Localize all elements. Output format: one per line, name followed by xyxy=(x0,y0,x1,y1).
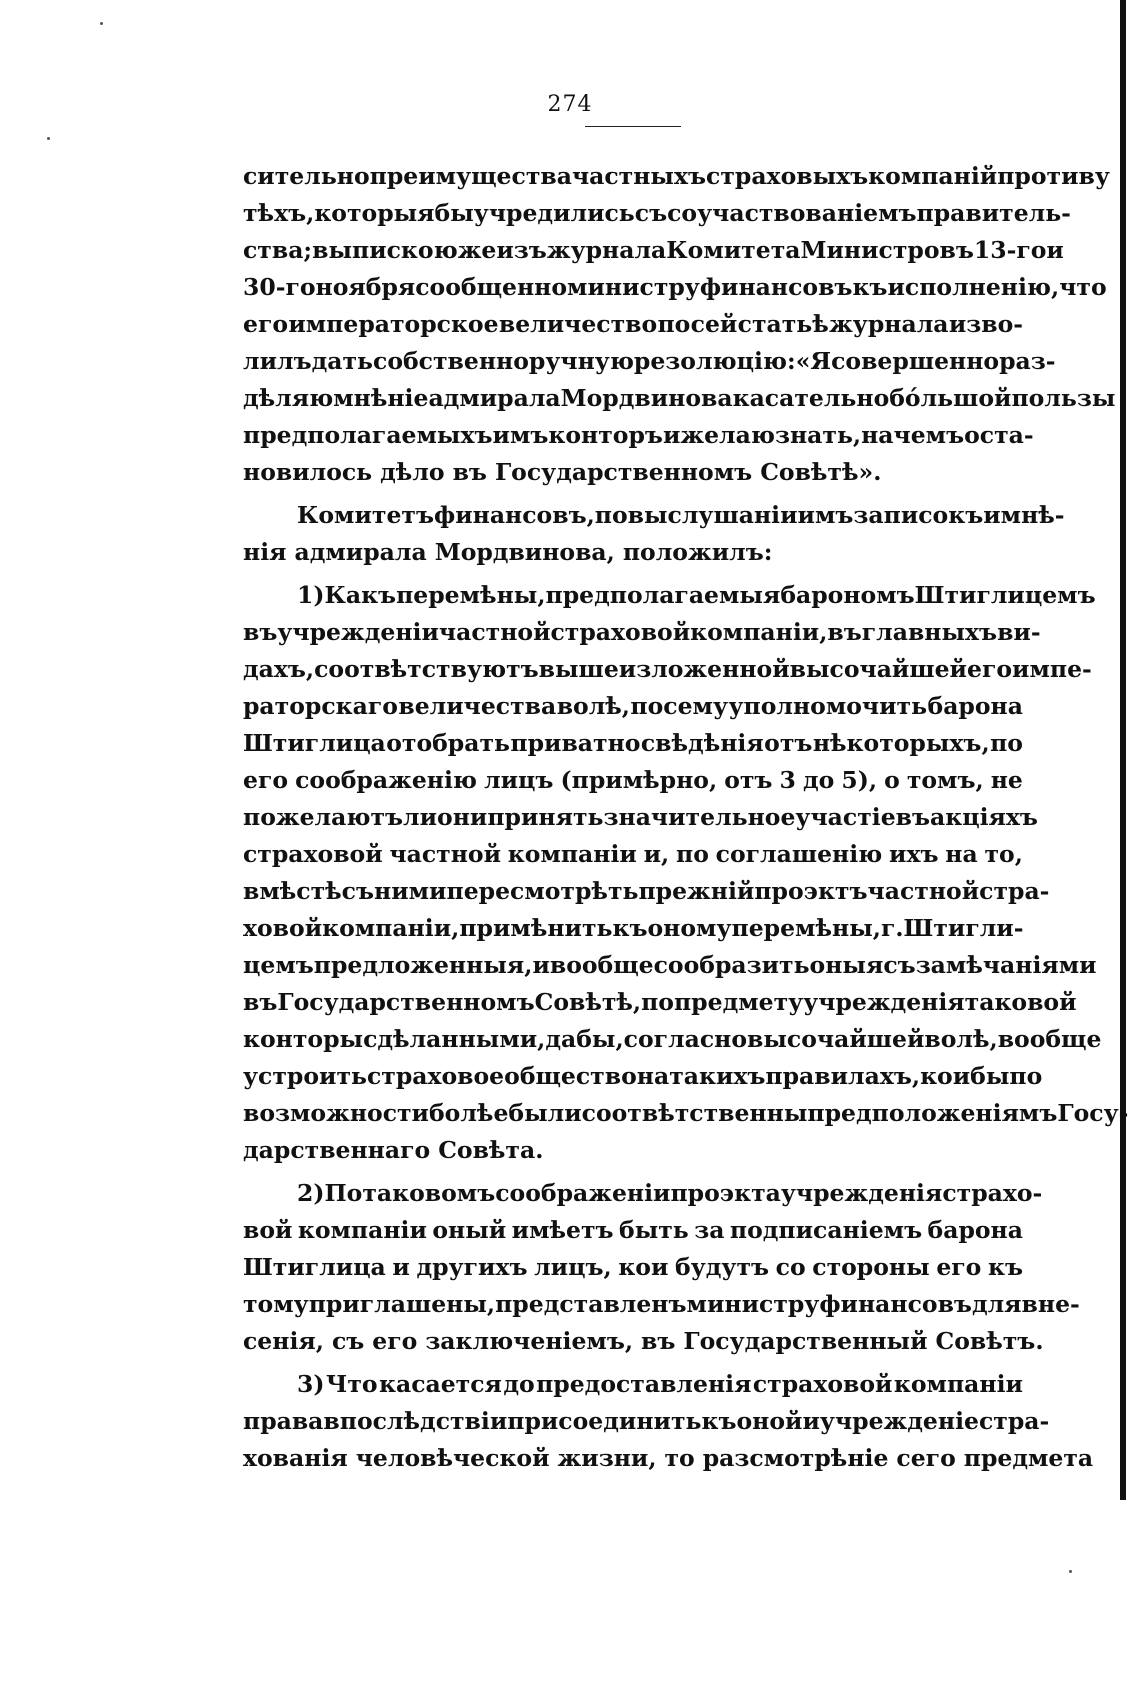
text-line: дѣляю мнѣніе адмирала Мордвинова касательно бóльшой пользы xyxy=(243,384,1116,412)
text-line: 3) Что касается до предоставленія страховой компаніи xyxy=(297,1370,1023,1398)
page-edge-shadow xyxy=(1120,0,1126,1500)
text-line: дахъ, соотвѣтствуютъ вышеизложенной высочайшей его импе- xyxy=(243,655,1092,683)
text-line: раторскаго величества волѣ, посему уполномочить барона xyxy=(243,692,1023,720)
body-text xyxy=(243,158,1129,1477)
text-line: 1) Какъ перемѣны, предполагаемыя барономъ Штиглицемъ xyxy=(297,581,1096,609)
scan-speck xyxy=(47,137,50,140)
page-number: 274 xyxy=(547,92,593,117)
scan-speck xyxy=(100,22,103,25)
text-line: въ Государственномъ Совѣтѣ, по предмету учрежденія таковой xyxy=(243,988,1077,1016)
paragraph xyxy=(243,497,1065,571)
text-line: вой компаніи оный имѣетъ быть за подписаніемъ барона xyxy=(243,1216,1023,1244)
text-line: тому приглашены, представленъ министру финансовъ для вне- xyxy=(243,1290,1080,1318)
text-line: цемъ предложенныя, и вообще сообразить оныя съ замѣчаніями xyxy=(243,951,1097,979)
text-line: ства; выпискою же изъ журнала Комитета Министровъ 13-го и xyxy=(243,236,1064,264)
text-line: его соображенію лицъ (примѣрно, отъ 3 до 5), о томъ, не xyxy=(243,766,1023,794)
text-line: 30-го ноября сообщенно министру финансовъ къ исполненію, что xyxy=(243,273,1107,301)
text-line: предполагаемыхъ имъ конторъ и желаю знать, на чемъ оста- xyxy=(243,421,1034,449)
text-line: конторы сдѣланными, дабы, согласно высочайшей волѣ, вообще xyxy=(243,1025,1102,1053)
text-line: Штиглица и другихъ лицъ, кои будутъ со стороны его къ xyxy=(243,1253,1023,1281)
text-line: Штиглица отобрать приватно свѣдѣнія отъ нѣкоторыхъ, по xyxy=(243,729,1023,757)
scan-speck xyxy=(1069,1570,1072,1573)
text-line: 2) По таковомъ соображеніи проэкта учрежденія страхо- xyxy=(297,1179,1043,1207)
text-line: пожелаютъ ли они принять значительное участіе въ акціяхъ xyxy=(243,803,1038,831)
paragraph xyxy=(243,1366,1094,1477)
text-line: хованія человѣческой жизни, то разсмотрѣніе сего предмета xyxy=(243,1444,1094,1472)
paragraph xyxy=(243,158,1116,491)
text-line: новилось дѣло въ Государственномъ Совѣтѣ». xyxy=(243,458,882,486)
text-line: Комитетъ финансовъ, по выслушаніи имъ записокъ и мнѣ- xyxy=(297,501,1065,529)
paragraph xyxy=(243,577,1129,1169)
text-line: ховой компаніи, примѣнить къ оному перемѣны, г. Штигли- xyxy=(243,914,1024,942)
text-line: въ учрежденіи частной страховой компаніи, въ главныхъ ви- xyxy=(243,618,1041,646)
text-line: страховой частной компаніи и, по соглашенію ихъ на то, xyxy=(243,840,1023,868)
text-line: вмѣстѣ съ ними пересмотрѣть прежній проэктъ частной стра- xyxy=(243,877,1050,905)
text-line: права впослѣдствіи присоединить къ оной и учрежденіе стра- xyxy=(243,1407,1050,1435)
text-line: возможности болѣе были соотвѣтственны предположеніямъ Госу- xyxy=(243,1099,1129,1127)
text-line: нія адмирала Мордвинова, положилъ: xyxy=(243,538,773,566)
text-line: дарственнаго Совѣта. xyxy=(243,1136,544,1164)
text-line: сительно преимущества частныхъ страховыхъ компаній противу xyxy=(243,162,1110,190)
text-line: тѣхъ, которыя бы учредились съ соучаствованіемъ правитель- xyxy=(243,199,1071,227)
page-number-rule xyxy=(585,126,681,127)
paragraph xyxy=(243,1175,1080,1360)
text-line: устроить страховое общество на такихъ правилахъ, кои бы по xyxy=(243,1062,1043,1090)
text-line: лилъ дать собственноручную резолюцію: «Я совершенно раз- xyxy=(243,347,1056,375)
text-line: его императорское величество по сей статьѣ журнала изво- xyxy=(243,310,1023,338)
text-line: сенія, съ его заключеніемъ, въ Государственный Совѣтъ. xyxy=(243,1327,1044,1355)
